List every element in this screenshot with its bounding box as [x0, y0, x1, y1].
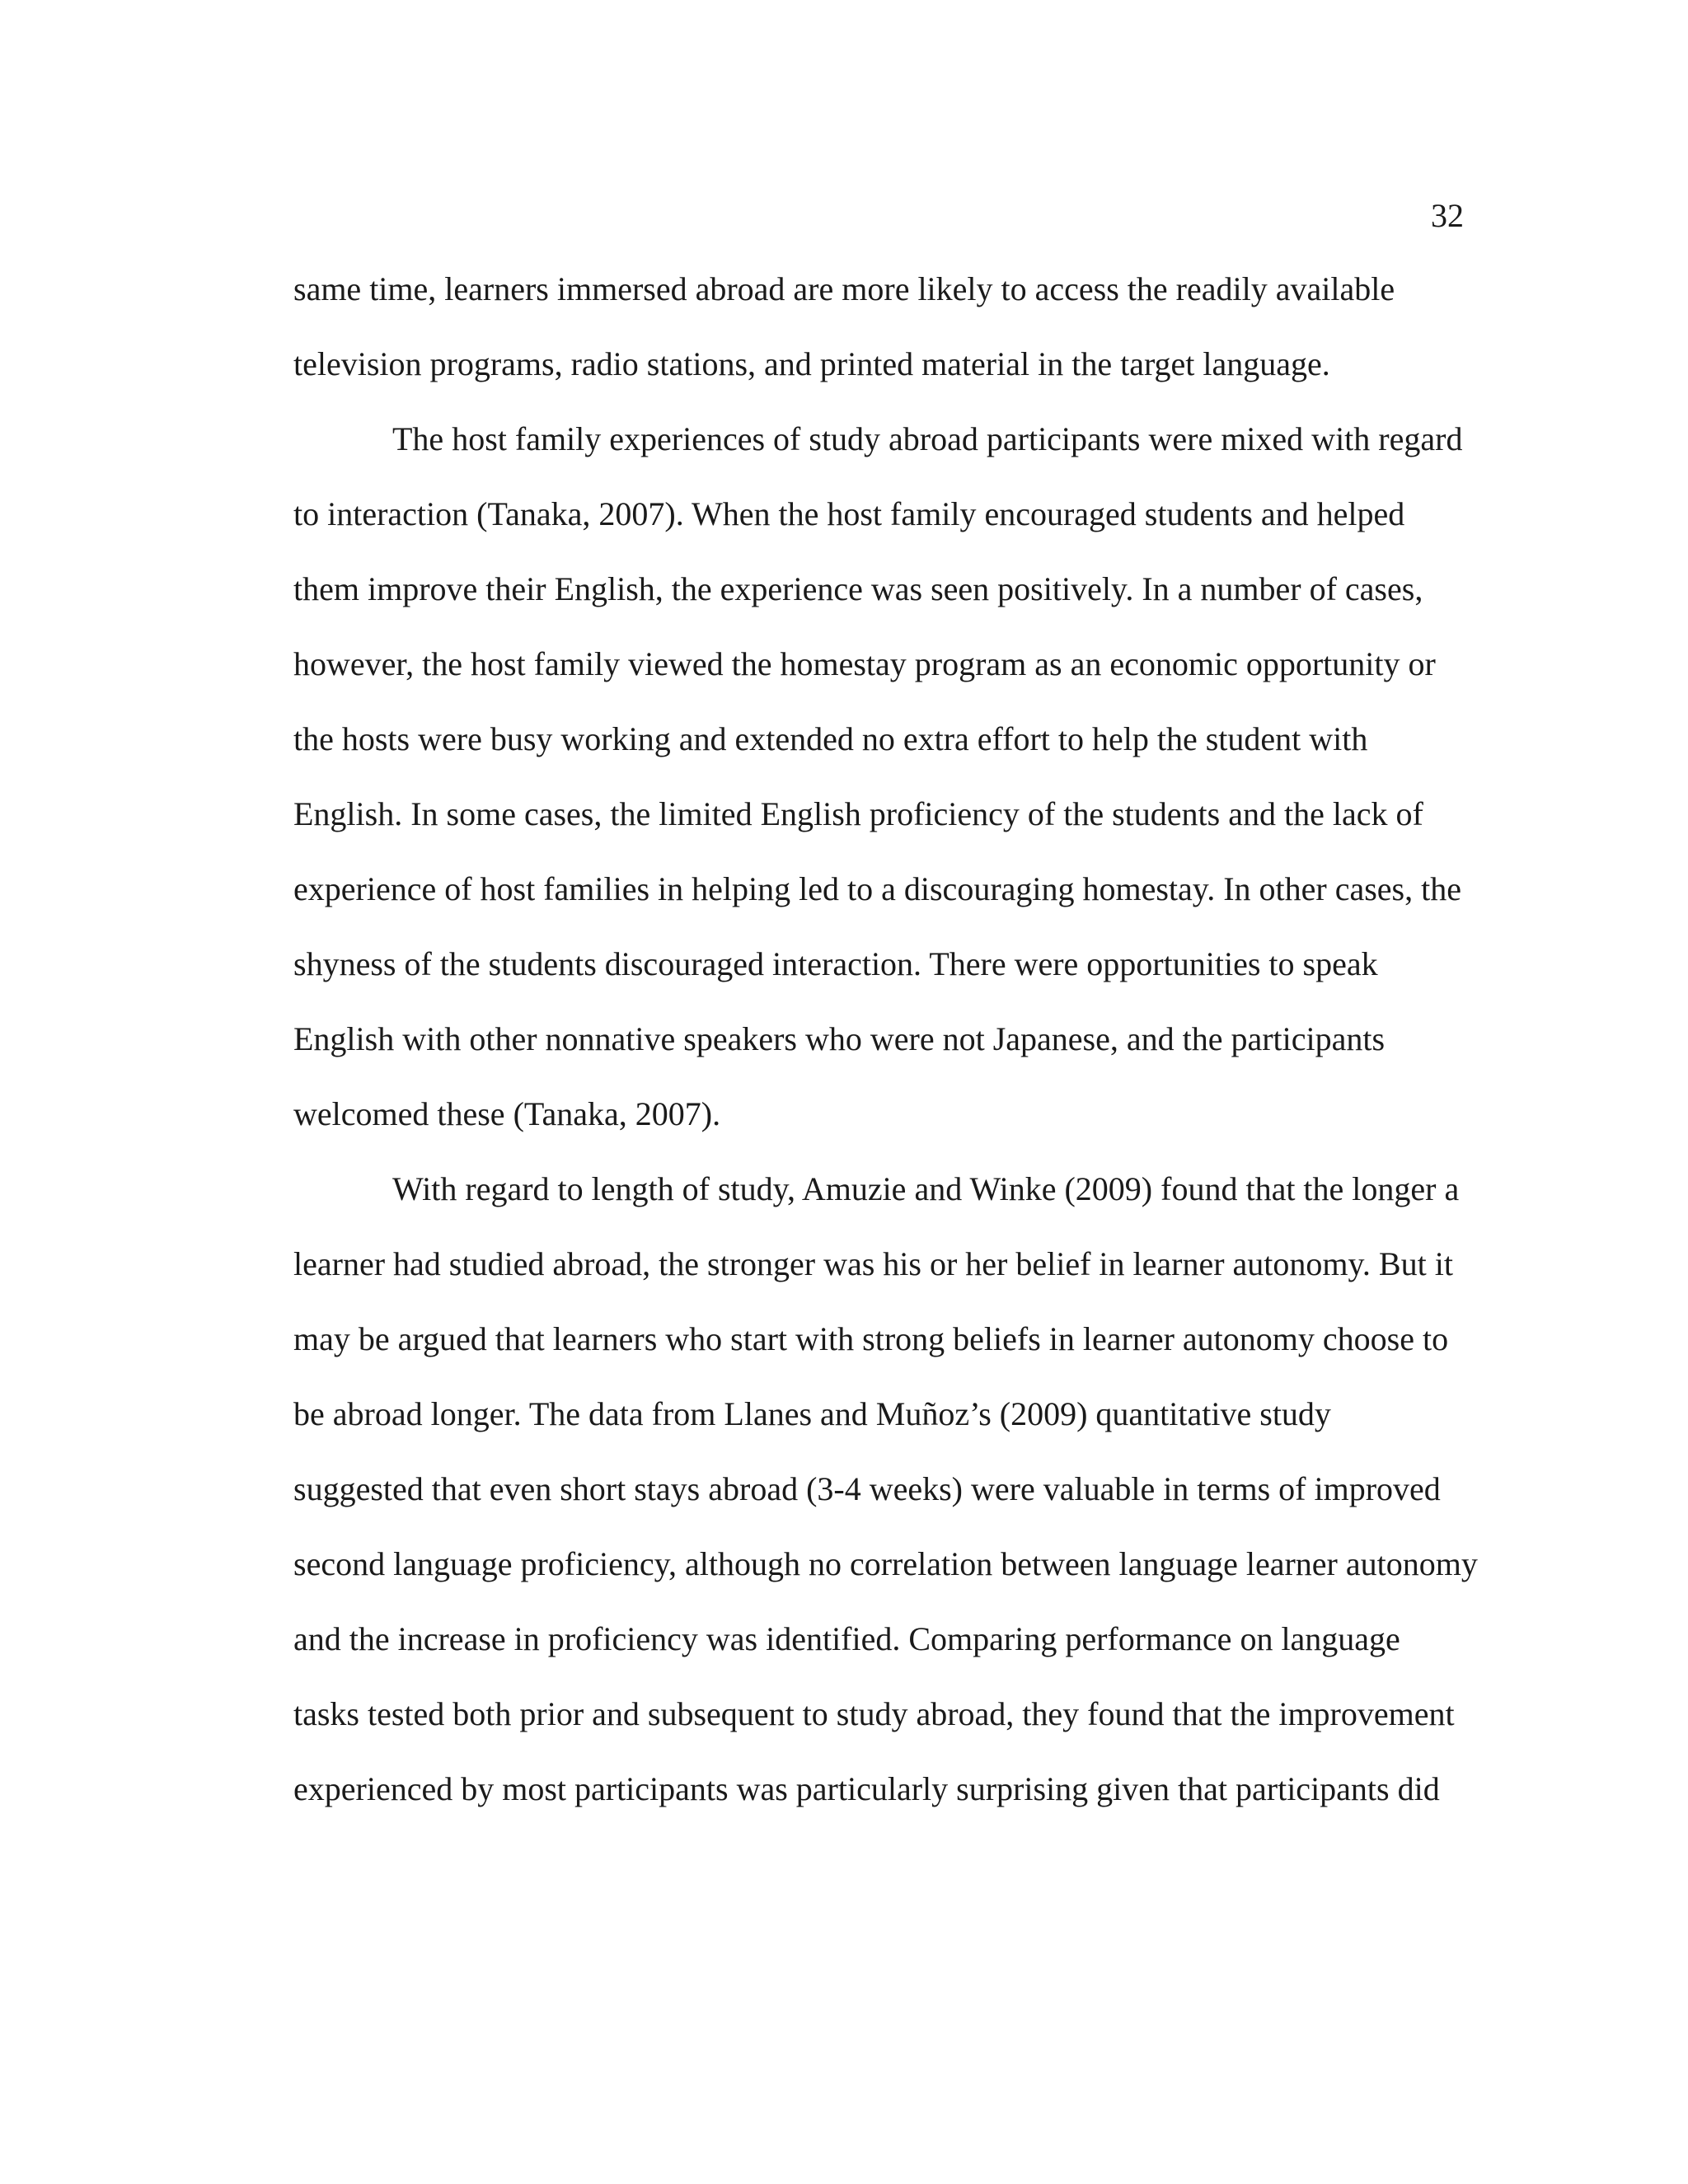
text-line: be abroad longer. The data from Llanes and Muñoz’s (2009) quantitative study — [293, 1395, 1331, 1432]
text-line: them improve their English, the experience was seen positively. In a number of cases, — [293, 570, 1423, 607]
text-line: experience of host families in helping led to a discouraging homestay. In other cases, the — [293, 870, 1461, 907]
text-line: suggested that even short stays abroad (3-4 weeks) were valuable in terms of improved — [293, 1470, 1441, 1507]
text-line: television programs, radio stations, and printed material in the target language. — [293, 345, 1330, 382]
paragraph-start-line: With regard to length of study, Amuzie and Winke (2009) found that the longer a — [392, 1170, 1460, 1207]
text-line: to interaction (Tanaka, 2007). When the host family encouraged students and helped — [293, 495, 1405, 532]
text-line: welcomed these (Tanaka, 2007). — [293, 1095, 721, 1132]
text-line: shyness of the students discouraged interaction. There were opportunities to speak — [293, 945, 1378, 982]
page-number: 32 — [1431, 197, 1464, 234]
text-line: same time, learners immersed abroad are more likely to access the readily available — [293, 270, 1395, 307]
text-line: second language proficiency, although no correlation between language learner autonomy — [293, 1545, 1478, 1582]
text-line: however, the host family viewed the homestay program as an economic opportunity or — [293, 645, 1436, 682]
text-line: experienced by most participants was particularly surprising given that participants did — [293, 1770, 1440, 1807]
text-line: the hosts were busy working and extended no extra effort to help the student with — [293, 720, 1368, 757]
paragraph-start-line: The host family experiences of study abroad participants were mixed with regard — [392, 420, 1463, 457]
text-line: tasks tested both prior and subsequent to study abroad, they found that the improvement — [293, 1695, 1455, 1732]
text-line: English with other nonnative speakers who were not Japanese, and the participants — [293, 1020, 1386, 1057]
text-line: learner had studied abroad, the stronger was his or her belief in learner autonomy. But it — [293, 1245, 1453, 1282]
body-text — [293, 251, 1478, 1826]
text-line: may be argued that learners who start with strong beliefs in learner autonomy choose to — [293, 1320, 1449, 1357]
text-line: and the increase in proficiency was identified. Comparing performance on language — [293, 1620, 1400, 1657]
text-line: English. In some cases, the limited English proficiency of the students and the lack of — [293, 795, 1423, 832]
